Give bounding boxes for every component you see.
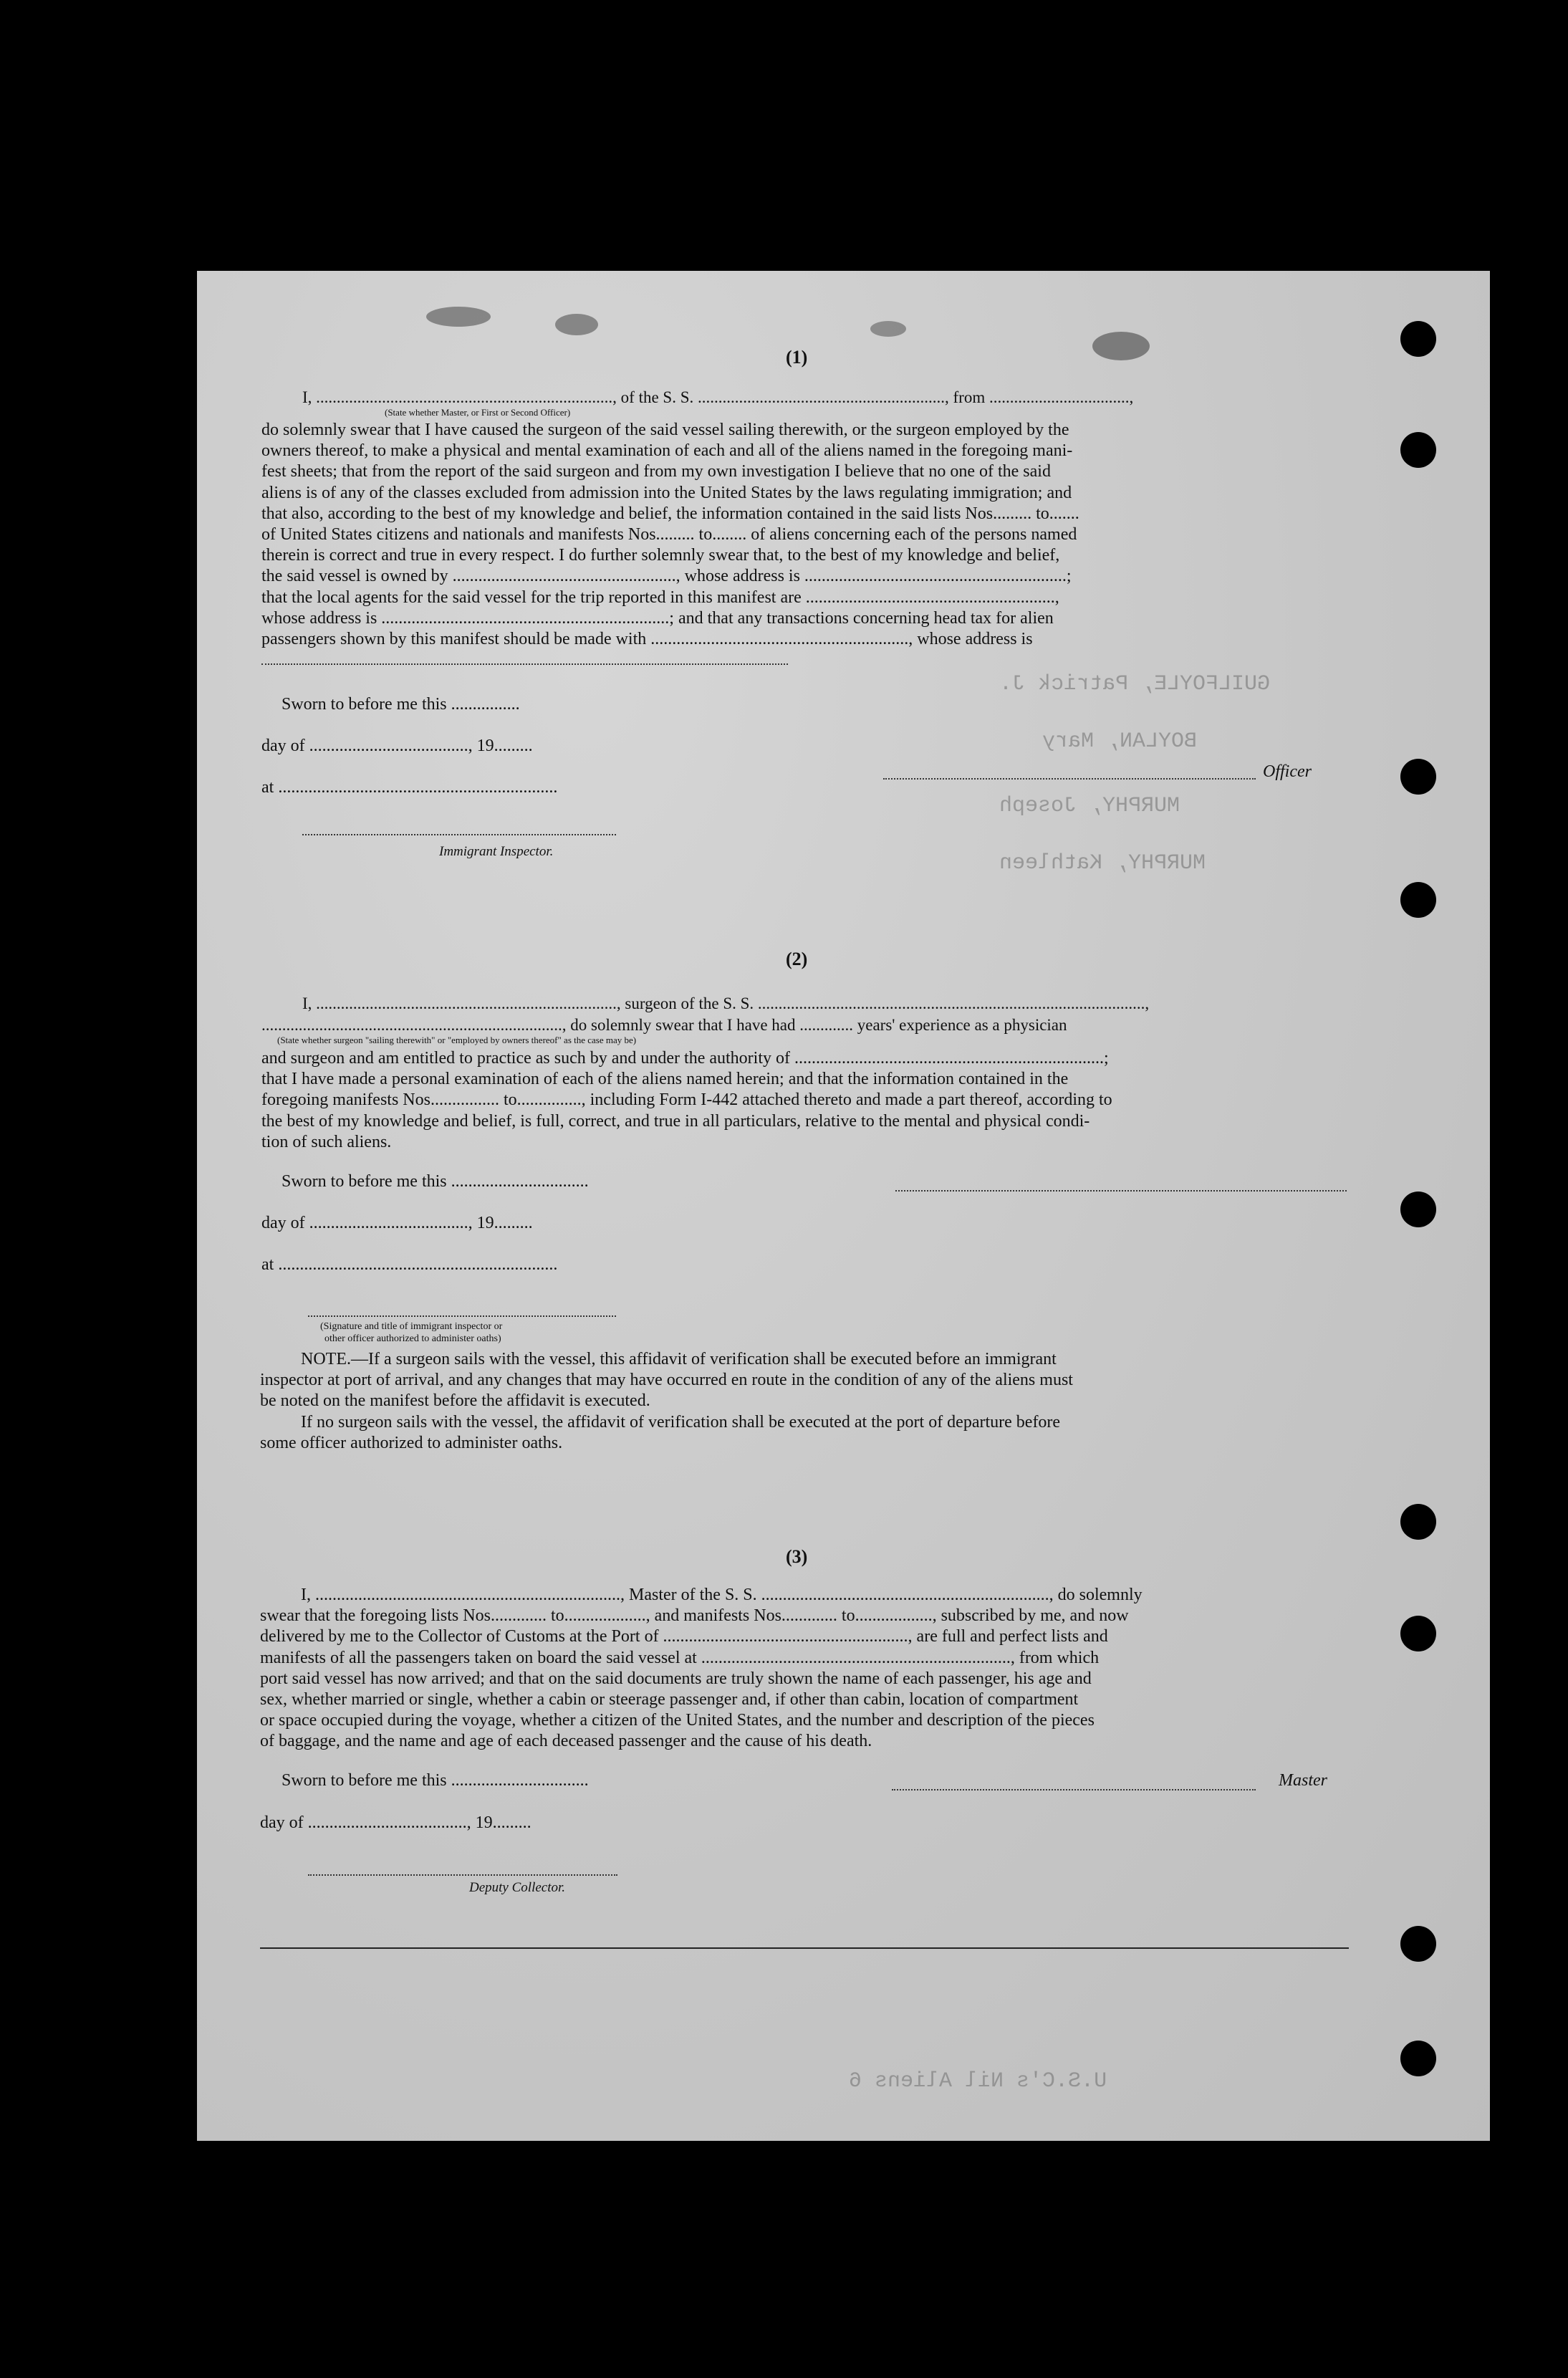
punch-hole <box>1400 759 1436 795</box>
sworn-field: Sworn to before me this ................................ <box>282 1771 589 1790</box>
oath-line: I, ......................................................................., Master of the S. S. ..................................................................., do solemnly <box>301 1586 1143 1604</box>
at-field: at ................................................................. <box>261 778 558 797</box>
signature-note: (Signature and title of immigrant inspector or <box>320 1321 503 1332</box>
day-field: day of ....................................., 19......... <box>261 737 533 755</box>
oath-line: fest sheets; that from the report of the said surgeon and from my own investigation I believe that no one of the said <box>261 462 1051 481</box>
ink-smudge <box>1092 332 1150 360</box>
punch-hole <box>1400 1504 1436 1540</box>
punch-hole <box>1400 1926 1436 1962</box>
sworn-field: Sworn to before me this ................ <box>282 695 520 714</box>
punch-hole <box>1400 1192 1436 1227</box>
punch-hole <box>1400 321 1436 357</box>
oath-line: manifests of all the passengers taken on board the said vessel at ........................................................................, from which <box>260 1648 1100 1667</box>
section-3-oath-text <box>260 1585 1349 1753</box>
section-1-state-note: (State whether Master, or First or Second Officer) <box>385 407 571 418</box>
oath-line: that I have made a personal examination of each of the aliens named herein; and that the information contained in the <box>261 1070 1069 1089</box>
section-1-line1: I, ........................................................................, of the S. S. ............................................................, from .................................., <box>302 388 1134 406</box>
section-2-note <box>260 1349 1349 1454</box>
section-2-line2: ........................................................................., do solemnly swear that I have had ............. years' experience as a physician <box>261 1016 1067 1034</box>
bottom-rule <box>260 1947 1349 1949</box>
officer-label: Officer <box>1263 762 1312 781</box>
ink-smudge <box>426 307 491 327</box>
note-line: some officer authorized to administer oaths. <box>260 1433 563 1452</box>
oath-line: sex, whether married or single, whether a cabin or steerage passenger and, if other than cabin, location of compartment <box>260 1690 1079 1710</box>
note-line: inspector at port of arrival, and any changes that may have occurred en route in the condition of any of the aliens must <box>260 1371 1073 1390</box>
oath-line: delivered by me to the Collector of Customs at the Port of ........................................................., are full and perfect lists and <box>260 1627 1108 1646</box>
sworn-field: Sworn to before me this ................................ <box>282 1172 589 1191</box>
at-field: at ................................................................. <box>261 1255 558 1274</box>
dotted-line <box>261 663 788 665</box>
oath-line: port said vessel has now arrived; and that on the said documents are truly shown the name of each passenger, his age and <box>260 1669 1092 1688</box>
bleed-through-text: MURPHY, Kathleen <box>999 851 1206 876</box>
section-2-number: (2) <box>786 949 808 969</box>
oath-line: aliens is of any of the classes excluded from admission into the United States by the laws regulating immigration; and <box>261 483 1072 502</box>
bleed-through-text: U.S.C's Nil Aliens 6 <box>849 2069 1107 2094</box>
oath-line: of United States citizens and nationals and manifests Nos......... to........ of aliens concerning each of the persons named <box>261 525 1077 545</box>
oath-line: passengers shown by this manifest should be made with ............................................................, whose address is <box>261 630 1033 649</box>
manifest-page <box>197 271 1490 2141</box>
punch-hole <box>1400 2041 1436 2076</box>
inspector-signature-line <box>308 1315 616 1317</box>
oath-line: or space occupied during the voyage, whether a citizen of the United States, and the number and description of the pieces <box>260 1711 1095 1730</box>
bleed-through-text: MURPHY, Joseph <box>999 794 1180 818</box>
punch-hole <box>1400 432 1436 468</box>
inspector-signature-line <box>302 834 616 835</box>
ink-smudge <box>555 314 598 335</box>
section-2-line1: I, ........................................................................., surgeon of the S. S. .............................................................................................., <box>302 994 1150 1012</box>
deputy-label: Deputy Collector. <box>469 1880 566 1895</box>
punch-hole <box>1400 1616 1436 1651</box>
master-label: Master <box>1279 1771 1327 1790</box>
oath-line: therein is correct and true in every respect. I do further solemnly swear that, to the best of my knowledge and belief, <box>261 546 1060 565</box>
oath-line: that also, according to the best of my knowledge and belief, the information contained in the said lists Nos......... to....... <box>261 504 1079 523</box>
oath-line: foregoing manifests Nos................ to..............., including Form I-442 attached thereto and made a part thereof, according to <box>261 1090 1112 1110</box>
oath-line: the best of my knowledge and belief, is full, correct, and true in all particulars, relative to the mental and physical condi- <box>261 1111 1090 1131</box>
officer-signature-line <box>883 778 1256 780</box>
surgeon-signature-line <box>895 1190 1347 1192</box>
inspector-label: Immigrant Inspector. <box>439 844 554 859</box>
section-1-number: (1) <box>786 347 808 368</box>
section-3-number: (3) <box>786 1546 808 1567</box>
ink-smudge <box>870 321 906 337</box>
day-field: day of ....................................., 19......... <box>261 1214 533 1232</box>
oath-line: owners thereof, to make a physical and mental examination of each and all of the aliens named in the foregoing mani- <box>261 441 1073 461</box>
master-signature-line <box>892 1789 1256 1790</box>
section-1-oath-text <box>261 420 1347 650</box>
bleed-through-text: BOYLAN, Mary <box>1042 729 1198 754</box>
oath-line: do solemnly swear that I have caused the surgeon of the said vessel sailing therewith, or the surgeon employed by the <box>261 421 1069 439</box>
note-line: be noted on the manifest before the affidavit is executed. <box>260 1391 650 1411</box>
section-2-state-note: (State whether surgeon "sailing therewith" or "employed by owners thereof" as the case may be) <box>277 1035 637 1045</box>
oath-line: swear that the foregoing lists Nos............. to..................., and manifests Nos............. to.................., subscribed by me, and now <box>260 1606 1129 1626</box>
bleed-through-text: GUILFOYLE, Patrick J. <box>999 672 1271 696</box>
punch-hole <box>1400 882 1436 918</box>
note-line: If no surgeon sails with the vessel, the affidavit of verification shall be executed at the port of departure before <box>301 1412 1061 1432</box>
day-field: day of ....................................., 19......... <box>260 1813 532 1832</box>
oath-line: tion of such aliens. <box>261 1132 392 1151</box>
oath-line: the said vessel is owned by ...................................................., whose address is .............................................................; <box>261 567 1072 586</box>
note-line: NOTE.—If a surgeon sails with the vessel, this affidavit of verification shall be executed before an immigrant <box>301 1350 1057 1368</box>
oath-line: that the local agents for the said vessel for the trip reported in this manifest are .........................................................., <box>261 588 1059 607</box>
oath-line: of baggage, and the name and age of each deceased passenger and the cause of his death. <box>260 1732 872 1751</box>
deputy-signature-line <box>308 1874 617 1876</box>
signature-note: other officer authorized to administer oaths) <box>324 1333 501 1344</box>
oath-line: and surgeon and am entitled to practice as such by and under the authority of ........................................................................; <box>261 1049 1109 1068</box>
section-2-oath-text <box>261 1048 1347 1153</box>
oath-line: whose address is ...................................................................; and that any transactions concerning head tax for alien <box>261 608 1054 628</box>
